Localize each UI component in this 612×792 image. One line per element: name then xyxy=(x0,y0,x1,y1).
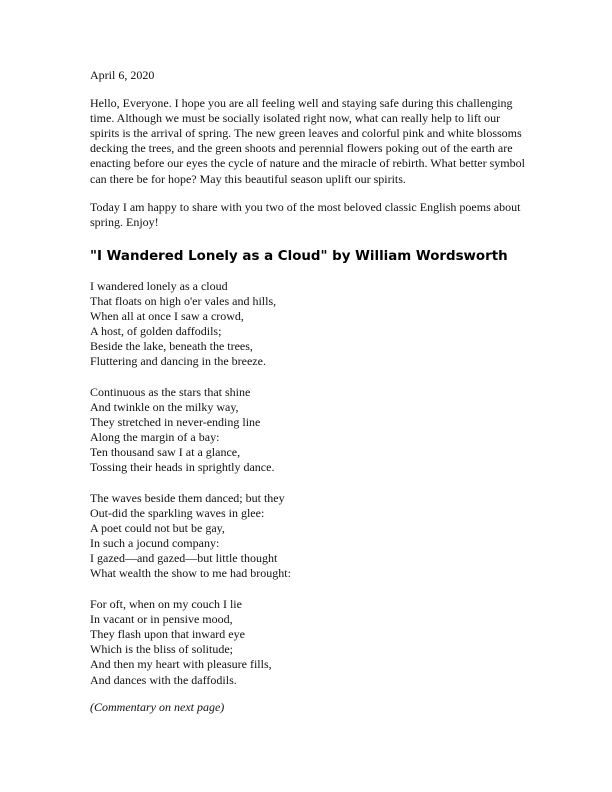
poem-line: The waves beside them danced; but they xyxy=(90,490,285,505)
poem-line: In such a jocund company: xyxy=(90,536,220,551)
poem-stanza-2 xyxy=(90,385,530,476)
letter-page xyxy=(90,68,530,703)
poem-line: And then my heart with pleasure fills, xyxy=(90,657,272,672)
poem-line: Out-did the sparkling waves in glee: xyxy=(90,506,265,521)
poem-line: Fluttering and dancing in the breeze. xyxy=(90,354,266,369)
intro-paragraph: Today I am happy to share with you two of the most beloved classic English poems about spring. Enjoy! xyxy=(90,199,521,229)
poem-line: In vacant or in pensive mood, xyxy=(90,612,233,627)
poem-line: A poet could not but be gay, xyxy=(90,521,225,536)
commentary-note: (Commentary on next page) xyxy=(90,700,225,714)
poem-line: A host, of golden daffodils; xyxy=(90,324,222,339)
poem-stanza-4 xyxy=(90,597,530,688)
poem-line: They stretched in never-ending line xyxy=(90,415,261,430)
poem-line: What wealth the show to me had brought: xyxy=(90,566,291,581)
poem-title: "I Wandered Lonely as a Cloud" by William Wordsworth xyxy=(90,248,508,264)
poem-line: And dances with the daffodils. xyxy=(90,672,237,687)
poem-line: Along the margin of a bay: xyxy=(90,430,220,445)
poem-stanza-1 xyxy=(90,279,530,370)
poem-line: For oft, when on my couch I lie xyxy=(90,597,242,612)
poem-body xyxy=(90,279,530,688)
poem-line: Which is the bliss of solitude; xyxy=(90,642,233,657)
poem-line: Ten thousand saw I at a glance, xyxy=(90,445,241,460)
poem-line: And twinkle on the milky way, xyxy=(90,400,239,414)
poem-line: I gazed—and gazed—but little thought xyxy=(90,551,278,566)
poem-line: Beside the lake, beneath the trees, xyxy=(90,339,253,354)
poem-line: They flash upon that inward eye xyxy=(90,627,245,642)
poem-line: When all at once I saw a crowd, xyxy=(90,309,244,324)
poem-line: Continuous as the stars that shine xyxy=(90,384,251,399)
greeting-paragraph: Hello, Everyone. I hope you are all feeling well and staying safe during this challenging time. Although we must be socially isolated right now, what can really help to lift our spirits is the arrival of spring. The new green leaves and colorful pink and white blossoms decking the trees, and the green shoots and perennial flowers poking out of the earth are enacting before our eyes the cycle of nature and the miracle of rebirth. What better symbol can there be for hope? May this beautiful season uplift our spirits. xyxy=(90,96,525,186)
letter-date: April 6, 2020 xyxy=(90,68,155,82)
poem-line: Tossing their heads in sprightly dance. xyxy=(90,460,275,475)
poem-line: I wandered lonely as a cloud xyxy=(90,278,228,293)
poem-line: That floats on high o'er vales and hills, xyxy=(90,293,277,308)
poem-stanza-3 xyxy=(90,491,530,582)
